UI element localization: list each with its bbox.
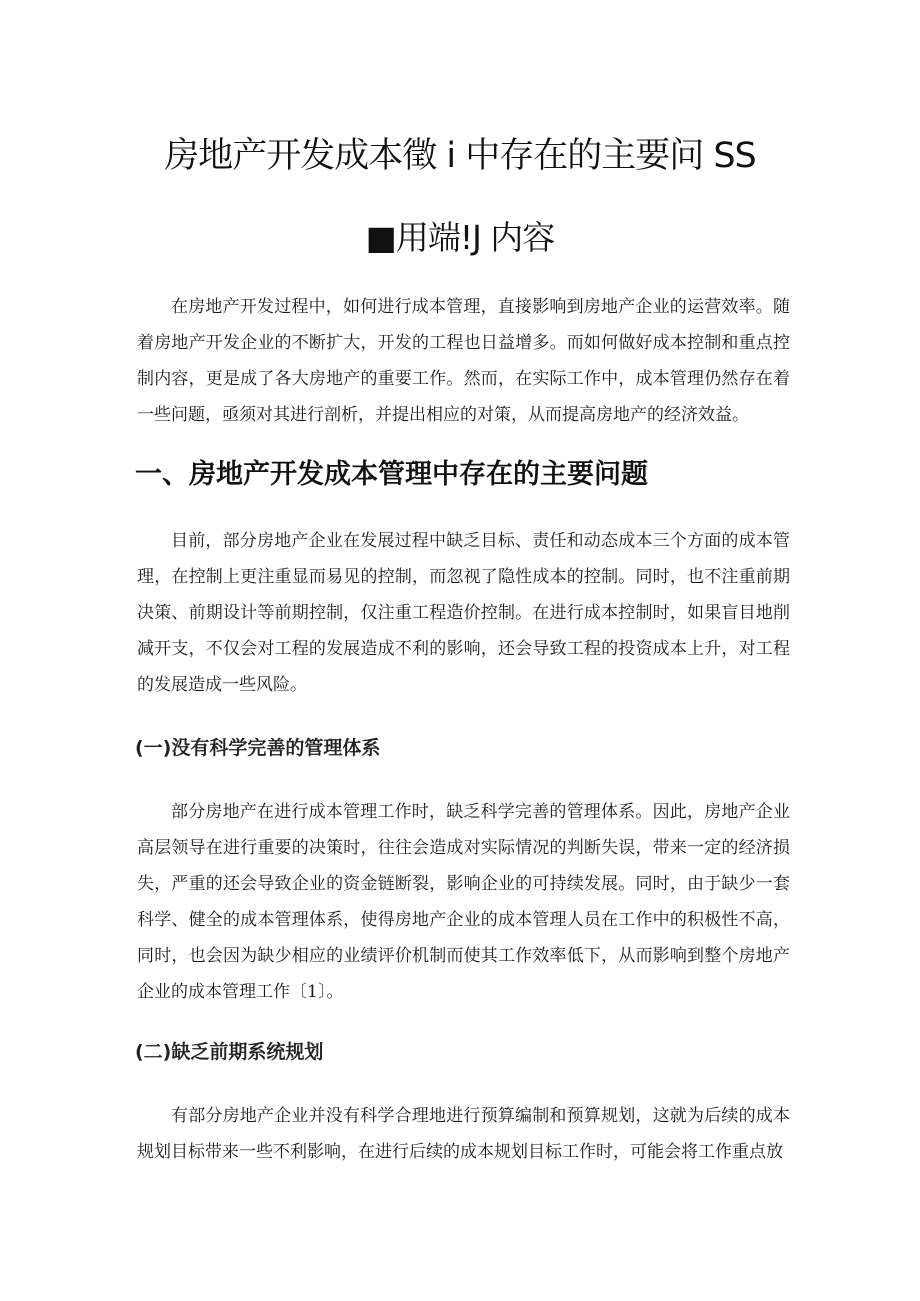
subsection-paragraph-1: 部分房地产在进行成本管理工作时，缺乏科学完善的管理体系。因此，房地产企业高层领导在进行重要的决策时，往往会造成对实际情况的判断失误，带来一定的经济损失，严重的还会导致企业的资金链断裂，影响企业的可持续发展。同时，由于缺少一套科学、健全的成本管理体系，使得房地产企业的成本管理人员在工作中的积极性不高，同时，也会因为缺少相应的业绩评价机制而使其工作效率低下，从而影响到整个房地产企业的成本管理工作〔1〕。	[137, 802, 790, 1002]
section-heading: 一、房地产开发成本管理中存在的主要问题	[135, 459, 648, 490]
document-title-line1: 房地产开发成本徵 i 中存在的主要问 SS	[164, 136, 756, 176]
section-paragraph: 目前，部分房地产企业在发展过程中缺乏目标、责任和动态成本三个方面的成本管理，在控制上更注重显而易见的控制，而忽视了隐性成本的控制。同时，也不注重前期决策、前期设计等前期控制，仅注重工程造价控制。在进行成本控制时，如果盲目地削减开支，不仅会对工程的发展造成不利的影响，还会导致工程的投资成本上升，对工程的发展造成一些风险。	[137, 531, 790, 695]
document-title-line2: ■用端!J 内容	[365, 218, 555, 257]
subsection-paragraph-2: 有部分房地产企业并没有科学合理地进行预算编制和预算规划，这就为后续的成本规划目标带来一些不利影响，在进行后续的成本规划目标工作时，可能会将工作重点放	[137, 1106, 790, 1162]
intro-paragraph: 在房地产开发过程中，如何进行成本管理，直接影响到房地产企业的运营效率。随着房地产开发企业的不断扩大，开发的工程也日益增多。而如何做好成本控制和重点控制内容，更是成了各大房地产的重要工作。然而，在实际工作中，成本管理仍然存在着一些问题，亟须对其进行剖析，并提出相应的对策，从而提高房地产的经济效益。	[137, 297, 790, 425]
subsection-heading-1: (一)没有科学完善的管理体系	[135, 737, 381, 759]
subsection-heading-2: (二)缺乏前期系统规划	[135, 1041, 324, 1063]
